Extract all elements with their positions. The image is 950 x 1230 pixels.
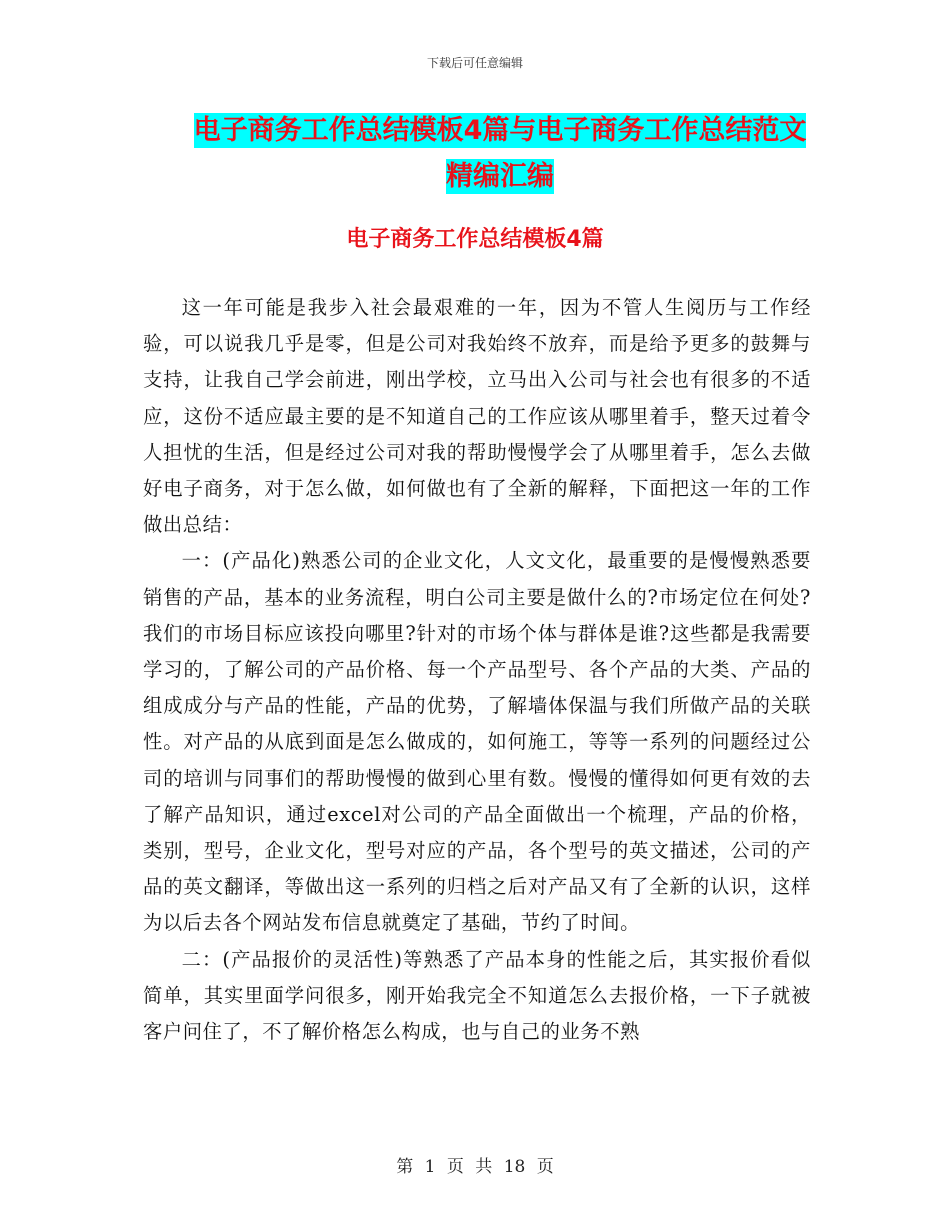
paragraph-point-one: 一：(产品化)熟悉公司的企业文化，人文文化，最重要的是慢慢熟悉要销售的产品，基本的业务流程，明白公司主要是做什么的?市场定位在何处?我们的市场目标应该投向哪里?针对的市场个体与群体是谁?这些都是我需要学习的，了解公司的产品价格、每一个产品型号、各个产品的大类、产品的组成成分与产品的性能，产品的优势，了解墙体保温与我们所做产品的关联性。对产品的从底到面是怎么做成的，如何施工，等等一系列的问题经过公司的培训与同事们的帮助慢慢的做到心里有数。慢慢的懂得如何更有效的去了解产品知识，通过excel对公司的产品全面做出一个梳理，产品的价格，类别，型号，企业文化，型号对应的产品，各个型号的英文描述，公司的产品的英文翻译，等做出这一系列的归档之后对产品又有了全新的认识，这样为以后去各个网站发布信息就奠定了基础，节约了时间。 xyxy=(143,549,811,935)
paragraph-intro: 这一年可能是我步入社会最艰难的一年，因为不管人生阅历与工作经验，可以说我几乎是零，但是公司对我始终不放弃，而是给予更多的鼓舞与支持，让我自己学会前进，刚出学校，立马出入公司与社会也有很多的不适应，这份不适应最主要的是不知道自己的工作应该从哪里着手，整天过着令人担忧的生活，但是经过公司对我的帮助慢慢学会了从哪里着手，怎么去做好电子商务，对于怎么做，如何做也有了全新的解释，下面把这一年的工作做出总结： xyxy=(143,296,811,537)
document-title xyxy=(190,108,810,200)
section-title: 电子商务工作总结模板4篇 xyxy=(346,227,604,252)
document-body xyxy=(143,290,811,1050)
document-title-line-2: 精编汇编 xyxy=(446,161,554,192)
header-note: 下载后可任意编辑 xyxy=(426,56,523,70)
paragraph-point-two: 二：(产品报价的灵活性)等熟悉了产品本身的性能之后，其实报价看似简单，其实里面学问很多，刚开始我完全不知道怎么去报价格，一下子就被客户问住了，不了解价格怎么构成，也与自己的业务不熟 xyxy=(143,947,811,1044)
page-number-footer: 第 1 页 共 18 页 xyxy=(396,1157,554,1177)
document-title-line-1: 电子商务工作总结模板4篇与电子商务工作总结范文 xyxy=(193,115,807,146)
